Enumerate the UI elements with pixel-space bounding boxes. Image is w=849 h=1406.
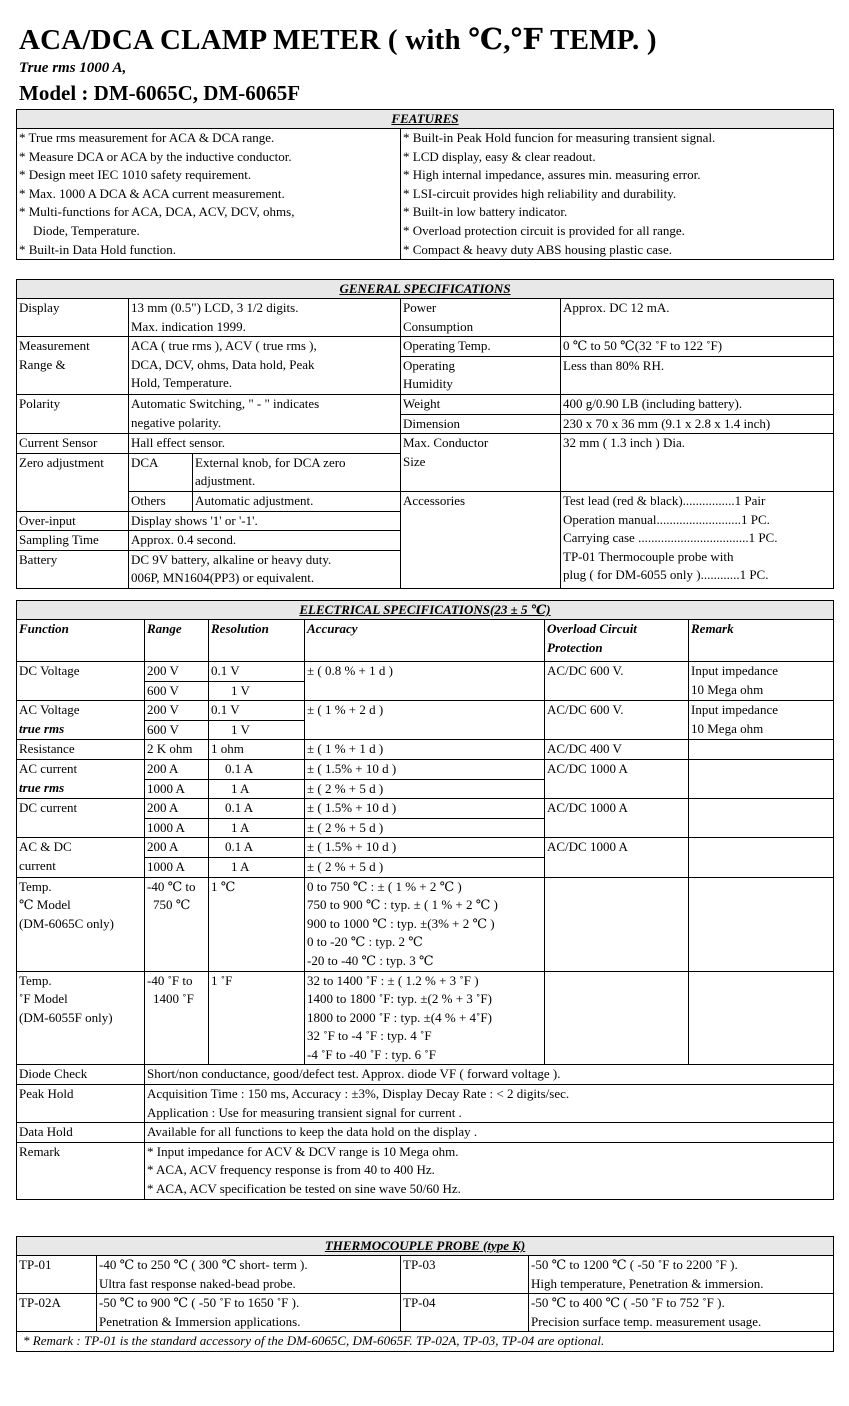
resolution-cell: 0.1 V — [209, 701, 305, 721]
spec-label: Weight — [401, 394, 561, 414]
resolution-cell: 0.1 A — [209, 799, 305, 819]
spec-value: External knob, for DCA zero adjustment. — [193, 453, 401, 491]
probe-name: TP-04 — [401, 1294, 529, 1332]
resolution-cell: 1 A — [209, 818, 305, 838]
range-cell: 2 K ohm — [145, 740, 209, 760]
range-cell: 1000 A — [145, 857, 209, 877]
overload-cell — [545, 877, 689, 971]
thermocouple-heading: THERMOCOUPLE PROBE (type K) — [17, 1237, 834, 1256]
spec-label: Peak Hold — [17, 1085, 145, 1123]
range-cell: 200 A — [145, 799, 209, 819]
features-table — [16, 109, 834, 260]
function-cell: DC current — [17, 799, 145, 838]
range-cell: 200 A — [145, 759, 209, 779]
spec-value: 400 g/0.90 LB (including battery). — [561, 394, 834, 414]
overload-cell: AC/DC 1000 A — [545, 799, 689, 838]
overload-cell: AC/DC 1000 A — [545, 759, 689, 798]
accuracy-cell: ± ( 2 % + 5 d ) — [305, 818, 545, 838]
accuracy-cell: 32 to 1400 ˚F : ± ( 1.2 % + 3 ˚F ) 1400 to 1800 ˚F: typ. ±(2 % + 3 ˚F) 1800 to 2000 ˚F : typ. ±(4 % + 4˚F) 32 ˚F to -4 ˚F : typ. 4 ˚F -4 ˚F to -40 ˚F : typ. 6 ˚F — [305, 971, 545, 1065]
spec-value: Automatic Switching, " - " indicates negative polarity. — [129, 394, 401, 433]
accuracy-cell: ± ( 2 % + 5 d ) — [305, 779, 545, 799]
spec-label: Power Consumption — [401, 299, 561, 337]
feature-item: * True rms measurement for ACA & DCA range. * Measure DCA or ACA by the inductive conductor. * Design meet IEC 1010 safety requirement. * Max. 1000 A DCA & ACA current measurement. * Multi-functions for ACA, DCA, ACV, DCV, ohms, Diode, Temperature. * Built-in Data Hold function. — [17, 129, 401, 260]
spec-label: Operating Humidity — [401, 356, 561, 394]
spec-value: 32 mm ( 1.3 inch ) Dia. — [561, 434, 834, 492]
remark-cell: Input impedance 10 Mega ohm — [689, 662, 834, 701]
accuracy-cell: ± ( 1.5% + 10 d ) — [305, 838, 545, 858]
spec-label: Sampling Time — [17, 531, 129, 551]
accuracy-cell: ± ( 0.8 % + 1 d ) — [305, 662, 545, 701]
resolution-cell: 1 V — [209, 720, 305, 740]
spec-label: Measurement Range & — [17, 337, 129, 395]
function-cell: AC current true rms — [17, 759, 145, 798]
spec-label: Polarity — [17, 394, 129, 433]
accuracy-cell: ± ( 1 % + 1 d ) — [305, 740, 545, 760]
model-line: Model : DM-6065C, DM-6065F — [19, 81, 301, 105]
range-cell: 200 V — [145, 662, 209, 682]
function-cell: Temp. ˚F Model (DM-6055F only) — [17, 971, 145, 1065]
spec-value: Automatic adjustment. — [193, 491, 401, 511]
spec-value: Hall effect sensor. — [129, 434, 401, 454]
spec-label: Current Sensor — [17, 434, 129, 454]
spec-value: DC 9V battery, alkaline or heavy duty. 006P, MN1604(PP3) or equivalent. — [129, 550, 401, 588]
electrical-specs-table — [16, 600, 834, 1200]
overload-cell: AC/DC 600 V. — [545, 701, 689, 740]
resolution-cell: 1 ˚F — [209, 971, 305, 1065]
spec-label: Zero adjustment — [17, 453, 129, 511]
range-cell: -40 ˚F to 1400 ˚F — [145, 971, 209, 1065]
range-cell: 600 V — [145, 720, 209, 740]
probe-value: -40 ℃ to 250 ℃ ( 300 ℃ short- term ). Ultra fast response naked-bead probe. — [97, 1256, 401, 1294]
range-cell: 1000 A — [145, 779, 209, 799]
accuracy-cell: ± ( 2 % + 5 d ) — [305, 857, 545, 877]
probe-value: -50 ℃ to 900 ℃ ( -50 ˚F to 1650 ˚F ). Penetration & Immersion applications. — [97, 1294, 401, 1332]
remark-cell — [689, 740, 834, 760]
probe-name: TP-03 — [401, 1256, 529, 1294]
spec-label: Data Hold — [17, 1123, 145, 1143]
resolution-cell: 0.1 A — [209, 759, 305, 779]
spec-label: Display — [17, 299, 129, 337]
spec-value: Less than 80% RH. — [561, 356, 834, 394]
probe-value: -50 ℃ to 1200 ℃ ( -50 ˚F to 2200 ˚F ). High temperature, Penetration & immersion. — [529, 1256, 834, 1294]
range-cell: 600 V — [145, 681, 209, 701]
thermocouple-table — [16, 1236, 834, 1352]
probe-value: -50 ℃ to 400 ℃ ( -50 ˚F to 752 ˚F ). Precision surface temp. measurement usage. — [529, 1294, 834, 1332]
function-cell: AC & DC current — [17, 838, 145, 877]
spec-value: Available for all functions to keep the data hold on the display . — [145, 1123, 834, 1143]
spec-value: 13 mm (0.5") LCD, 3 1/2 digits. Max. indication 1999. — [129, 299, 401, 337]
range-cell: 200 A — [145, 838, 209, 858]
column-header: Accuracy — [305, 620, 545, 662]
feature-item: * Built-in Peak Hold funcion for measuring transient signal. * LCD display, easy & clear readout. * High internal impedance, assures min. measuring error. * LSI-circuit provides high reliability and durability. * Built-in low battery indicator. * Overload protection circuit is provided for all range. * Compact & heavy duty ABS housing plastic case. — [401, 129, 834, 260]
accuracy-cell: 0 to 750 ℃ : ± ( 1 % + 2 ℃ ) 750 to 900 ℃ : typ. ± ( 1 % + 2 ℃ ) 900 to 1000 ℃ : typ. ±(3% + 2 ℃ ) 0 to -20 ℃ : typ. 2 ℃ -20 to -40 ℃ : typ. 3 ℃ — [305, 877, 545, 971]
spec-label: Dimension — [401, 414, 561, 434]
spec-label: Accessories — [401, 491, 561, 588]
function-cell: AC Voltage true rms — [17, 701, 145, 740]
spec-value: Acquisition Time : 150 ms, Accuracy : ±3%, Display Decay Rate : < 2 digits/sec. Application : Use for measuring transient signal for current . — [145, 1085, 834, 1123]
resolution-cell: 0.1 A — [209, 838, 305, 858]
resolution-cell: 1 A — [209, 779, 305, 799]
spec-label: Battery — [17, 550, 129, 588]
accuracy-cell: ± ( 1.5% + 10 d ) — [305, 759, 545, 779]
resolution-cell: 1 A — [209, 857, 305, 877]
spec-value: * Input impedance for ACV & DCV range is 10 Mega ohm. * ACA, ACV frequency response is from 40 to 400 Hz. * ACA, ACV specification be tested on sine wave 50/60 Hz. — [145, 1142, 834, 1199]
remark-cell — [689, 971, 834, 1065]
resolution-cell: 1 V — [209, 681, 305, 701]
remark-cell: Input impedance 10 Mega ohm — [689, 701, 834, 740]
spec-label: Remark — [17, 1142, 145, 1199]
spec-label: Over-input — [17, 511, 129, 531]
remark-cell — [689, 877, 834, 971]
spec-value: Display shows '1' or '-1'. — [129, 511, 401, 531]
spec-label: Max. Conductor Size — [401, 434, 561, 492]
spec-label: Diode Check — [17, 1065, 145, 1085]
column-header: Remark — [689, 620, 834, 662]
resolution-cell: 1 ℃ — [209, 877, 305, 971]
spec-value: ACA ( true rms ), ACV ( true rms ), DCA, DCV, ohms, Data hold, Peak Hold, Temperature. — [129, 337, 401, 395]
spec-label: Operating Temp. — [401, 337, 561, 357]
column-header: Overload Circuit Protection — [545, 620, 689, 662]
spec-value: Test lead (red & black)................1 Pair Operation manual..........................1 PC. Carrying case ..................................1 PC. TP-01 Thermocouple probe with plug ( for DM-6055 only )............1 PC. — [561, 491, 834, 588]
spec-value: 0 ℃ to 50 ℃(32 ˚F to 122 ˚F) — [561, 337, 834, 357]
general-heading: GENERAL SPECIFICATIONS — [17, 280, 834, 299]
remark-cell — [689, 838, 834, 877]
overload-cell: AC/DC 600 V. — [545, 662, 689, 701]
column-header: Range — [145, 620, 209, 662]
spec-value: Approx. 0.4 second. — [129, 531, 401, 551]
spec-sublabel: DCA — [129, 453, 193, 491]
column-header: Function — [17, 620, 145, 662]
thermocouple-remark: * Remark : TP-01 is the standard accessory of the DM-6065C, DM-6065F. TP-02A, TP-03, TP-04 are optional. — [17, 1332, 834, 1352]
function-cell: Temp. ℃ Model (DM-6065C only) — [17, 877, 145, 971]
overload-cell: AC/DC 400 V — [545, 740, 689, 760]
spec-value: Approx. DC 12 mA. — [561, 299, 834, 337]
remark-cell — [689, 759, 834, 798]
electrical-heading: ELECTRICAL SPECIFICATIONS(23 ± 5 ℃) — [17, 601, 834, 620]
range-cell: 200 V — [145, 701, 209, 721]
remark-cell — [689, 799, 834, 838]
spec-sublabel: Others — [129, 491, 193, 511]
accuracy-cell: ± ( 1 % + 2 d ) — [305, 701, 545, 740]
resolution-cell: 1 ohm — [209, 740, 305, 760]
page-subtitle: True rms 1000 A, — [19, 60, 127, 76]
range-cell: -40 ℃ to 750 ℃ — [145, 877, 209, 971]
overload-cell: AC/DC 1000 A — [545, 838, 689, 877]
function-cell: Resistance — [17, 740, 145, 760]
spec-value: Short/non conductance, good/defect test. Approx. diode VF ( forward voltage ). — [145, 1065, 834, 1085]
range-cell: 1000 A — [145, 818, 209, 838]
overload-cell — [545, 971, 689, 1065]
accuracy-cell: ± ( 1.5% + 10 d ) — [305, 799, 545, 819]
spec-value: 230 x 70 x 36 mm (9.1 x 2.8 x 1.4 inch) — [561, 414, 834, 434]
probe-name: TP-02A — [17, 1294, 97, 1332]
features-heading: FEATURES — [17, 110, 834, 129]
general-specs-table — [16, 279, 834, 589]
function-cell: DC Voltage — [17, 662, 145, 701]
column-header: Resolution — [209, 620, 305, 662]
resolution-cell: 0.1 V — [209, 662, 305, 682]
probe-name: TP-01 — [17, 1256, 97, 1294]
page-title: ACA/DCA CLAMP METER ( with ℃,℉ TEMP. ) — [19, 24, 657, 56]
